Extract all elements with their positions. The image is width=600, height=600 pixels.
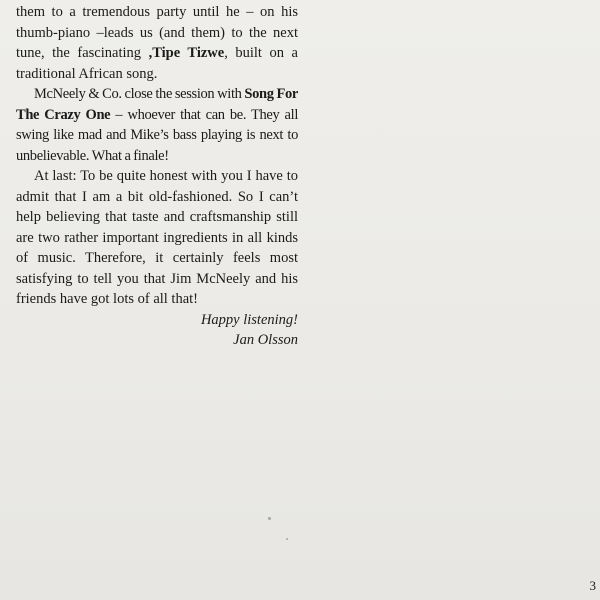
paragraph-party-intro: them to a tremendous party until he – on his thumb-piano –leads us (and them) to the next tune, the fascinating [16, 4, 298, 61]
paragraph-party-end: , built on a traditional African song. [16, 45, 298, 82]
paragraph-finale-intro: McNeely & Co. close the session with [34, 86, 245, 102]
signoff [16, 310, 298, 351]
paragraph-finale-end: – whoever that can be. They all swing like mad and Mike’s bass playing is next to unbelievable. What a finale! [16, 106, 298, 164]
liner-notes-text [16, 2, 298, 351]
paragraph-party [16, 2, 298, 84]
song-title-tipe-tizwe: ,Tipe Tizwe [148, 45, 225, 61]
paragraph-finale [16, 84, 298, 166]
signoff-author: Jan Olsson [233, 332, 298, 348]
signoff-greeting: Happy listening! [200, 311, 298, 328]
page-number: 3 [589, 578, 596, 593]
paragraph-conclusion [16, 166, 298, 310]
paragraph-conclusion-text: At last: To be quite honest with you I have to admit that I am a bit old-fashioned. So I can’t help believing that taste and craftsmanship still are two rather important ingredients in all kinds of music. Therefore, it certainly feels most satisfying to tell you that Jim McNeely and his friends have got lots of all that! [16, 168, 298, 307]
paper-speck [286, 538, 288, 540]
paper-speck [268, 517, 271, 520]
song-title-crazy-one: Song For The Crazy One [16, 86, 298, 123]
